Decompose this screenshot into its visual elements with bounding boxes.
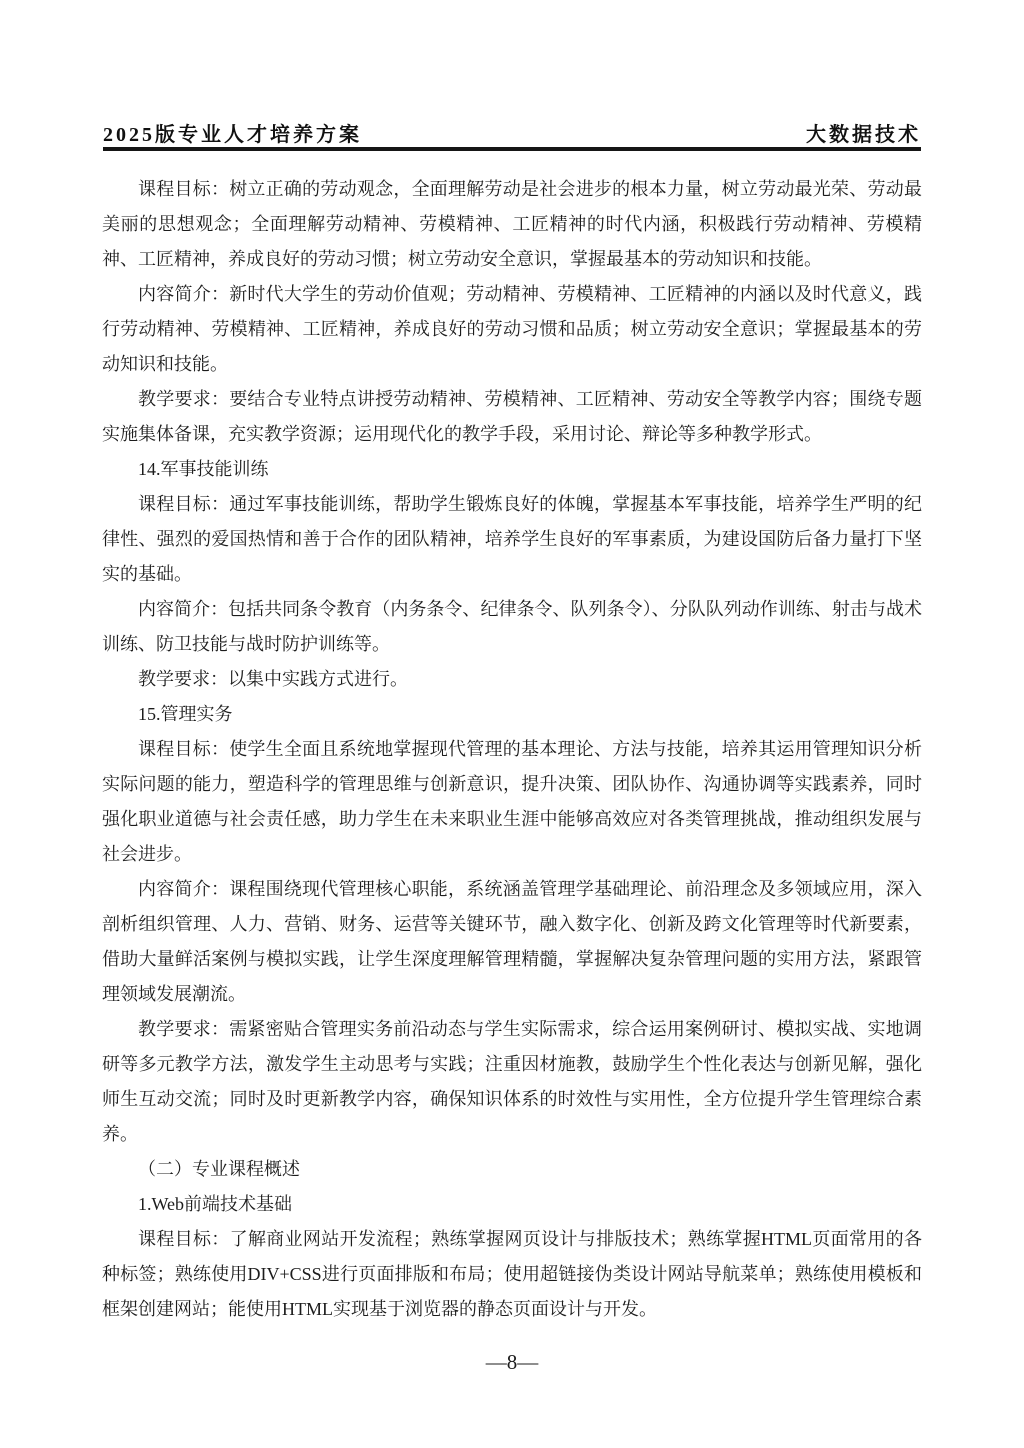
heading-15-management-practice: 15.管理实务 [138, 704, 233, 724]
document-body [102, 172, 922, 1327]
paragraph-labor-teaching-requirements: 教学要求：要结合专业特点讲授劳动精神、劳模精神、工匠精神、劳动安全等教学内容；围绕专题实施集体备课，充实教学资源；运用现代化的教学手段，采用讨论、辩论等多种教学形式。 [102, 389, 922, 444]
paragraph-military-content-intro: 内容简介：包括共同条令教育（内务条令、纪律条令、队列条令）、分队队列动作训练、射击与战术训练、防卫技能与战时防护训练等。 [102, 599, 922, 654]
page-header [103, 118, 921, 147]
header-double-rule [103, 147, 921, 151]
heading-section-2-professional-courses-overview: （二）专业课程概述 [138, 1159, 300, 1179]
paragraph-labor-course-goal: 课程目标：树立正确的劳动观念，全面理解劳动是社会进步的根本力量，树立劳动最光荣、劳动最美丽的思想观念；全面理解劳动精神、劳模精神、工匠精神的时代内涵，积极践行劳动精神、劳模精神、工匠精神，养成良好的劳动习惯；树立劳动安全意识，掌握最基本的劳动知识和技能。 [102, 179, 922, 269]
paragraph-military-teaching-requirements: 教学要求：以集中实践方式进行。 [138, 669, 408, 689]
page-number: —8— [485, 1350, 539, 1374]
paragraph-management-teaching-requirements: 教学要求：需紧密贴合管理实务前沿动态与学生实际需求，综合运用案例研讨、模拟实战、实地调研等多元教学方法，激发学生主动思考与实践；注重因材施教，鼓励学生个性化表达与创新见解，强化师生互动交流；同时及时更新教学内容，确保知识体系的时效性与实用性，全方位提升学生管理综合素养。 [102, 1019, 922, 1144]
paragraph-management-course-goal: 课程目标：使学生全面且系统地掌握现代管理的基本理论、方法与技能，培养其运用管理知识分析实际问题的能力，塑造科学的管理思维与创新意识，提升决策、团队协作、沟通协调等实践素养，同时强化职业道德与社会责任感，助力学生在未来职业生涯中能够高效应对各类管理挑战，推动组织发展与社会进步。 [102, 739, 922, 864]
paragraph-management-content-intro: 内容简介：课程围绕现代管理核心职能，系统涵盖管理学基础理论、前沿理念及多领域应用，深入剖析组织管理、人力、营销、财务、运营等关键环节，融入数字化、创新及跨文化管理等时代新要素，借助大量鲜活案例与模拟实践，让学生深度理解管理精髓，掌握解决复杂管理问题的实用方法，紧跟管理领域发展潮流。 [102, 879, 922, 1004]
heading-14-military-skills-training: 14.军事技能训练 [138, 459, 269, 479]
paragraph-labor-content-intro: 内容简介：新时代大学生的劳动价值观；劳动精神、劳模精神、工匠精神的内涵以及时代意义，践行劳动精神、劳模精神、工匠精神，养成良好的劳动习惯和品质；树立劳动安全意识；掌握最基本的劳动知识和技能。 [102, 284, 922, 374]
paragraph-web-frontend-course-goal: 课程目标：了解商业网站开发流程；熟练掌握网页设计与排版技术；熟练掌握HTML页面常用的各种标签；熟练使用DIV+CSS进行页面排版和布局；使用超链接伪类设计网站导航菜单；熟练使用模板和框架创建网站；能使用HTML实现基于浏览器的静态页面设计与开发。 [102, 1229, 922, 1319]
paragraph-military-course-goal: 课程目标：通过军事技能训练，帮助学生锻炼良好的体魄，掌握基本军事技能，培养学生严明的纪律性、强烈的爱国热情和善于合作的团队精神，培养学生良好的军事素质，为建设国防后备力量打下坚实的基础。 [102, 494, 922, 584]
heading-1-web-frontend-basics: 1.Web前端技术基础 [138, 1194, 293, 1214]
page-footer [0, 1350, 1024, 1375]
header-right-title: 大数据技术 [806, 124, 921, 146]
header-left-title: 2025版专业人才培养方案 [103, 124, 362, 146]
